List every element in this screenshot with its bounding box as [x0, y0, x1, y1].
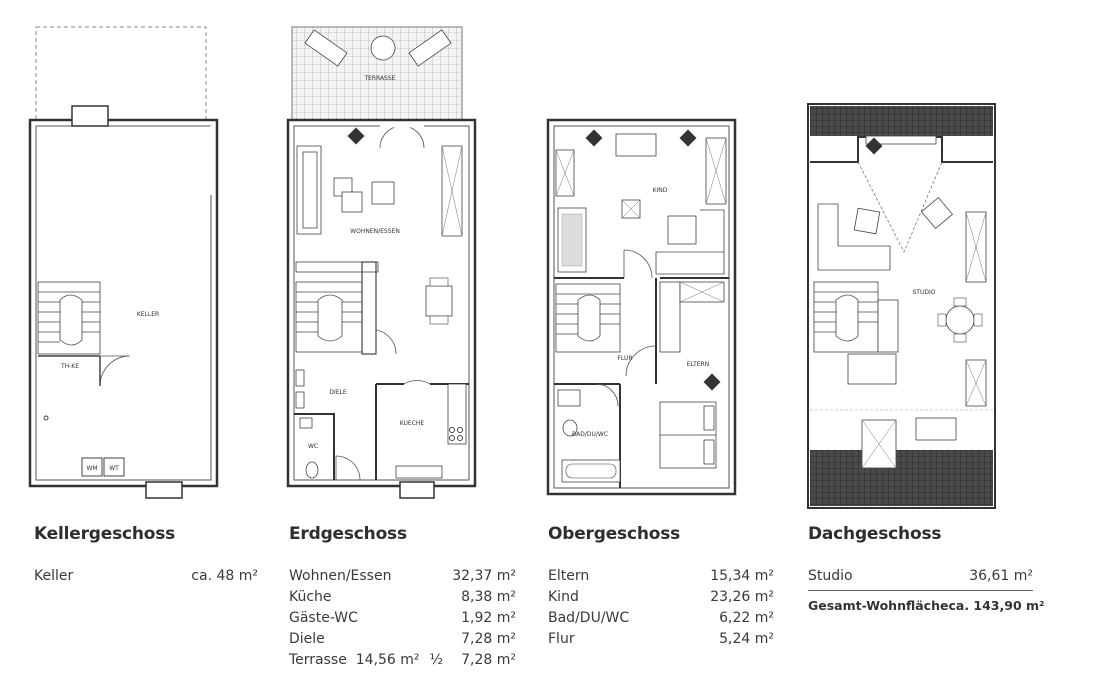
room-area: 6,22 m² — [719, 610, 774, 626]
room-area: 23,26 m² — [710, 589, 774, 605]
floor-title-dachgeschoss: Dachgeschoss — [808, 524, 942, 544]
divider — [808, 590, 1033, 591]
list-item — [34, 566, 258, 587]
room-area: 32,37 m² — [452, 568, 516, 584]
room-label-wohnen-essen: WOHNEN/ESSEN — [350, 228, 400, 235]
room-label-flur: FLUR — [617, 355, 633, 362]
list-item — [289, 608, 516, 629]
list-item-terrace — [289, 650, 516, 671]
room-area: 8,38 m² — [461, 589, 516, 605]
area-list-dachgeschoss — [808, 566, 1045, 616]
appliance-label-wm: WM — [86, 465, 98, 472]
room-label-keller: KELLER — [136, 311, 160, 318]
area-list-keller — [34, 566, 258, 587]
room-name: Studio — [808, 568, 853, 584]
stair-icon — [296, 282, 362, 352]
round-table-icon — [946, 306, 974, 334]
room-label-studio: STUDIO — [912, 289, 936, 296]
total-value: ca. 143,90 m² — [948, 598, 1045, 613]
total-label: Gesamt-Wohnfläche — [808, 598, 949, 613]
plan-kellergeschoss — [30, 27, 217, 498]
list-item — [808, 566, 1033, 587]
room-name: Flur — [548, 631, 575, 647]
room-name: Terrasse — [289, 652, 347, 668]
room-area: 5,24 m² — [719, 631, 774, 647]
floor-title-erdgeschoss: Erdgeschoss — [289, 524, 407, 544]
room-name: Bad/DU/WC — [548, 610, 630, 626]
room-area: 1,92 m² — [461, 610, 516, 626]
room-label-eltern: ELTERN — [686, 361, 710, 368]
room-label-bad: BAD/DU/WC — [571, 431, 609, 438]
terrace-full-area: 14,56 m² — [355, 652, 420, 668]
table-icon — [371, 36, 395, 60]
room-area: 7,28 m² — [461, 631, 516, 647]
stair-icon — [556, 284, 620, 352]
room-name: Keller — [34, 568, 74, 584]
room-label-wc: WC — [307, 443, 319, 450]
room-label-kind: KIND — [652, 187, 668, 194]
room-name: Gäste-WC — [289, 610, 358, 626]
stair-icon — [38, 282, 100, 354]
appliance-label-wt: WT — [109, 465, 119, 472]
list-item — [548, 629, 774, 650]
list-item — [289, 629, 516, 650]
plan-dachgeschoss — [808, 104, 995, 508]
plan-obergeschoss — [548, 120, 735, 494]
room-area: 15,34 m² — [710, 568, 774, 584]
area-list-obergeschoss — [548, 566, 774, 650]
terrace-fraction: ½ — [429, 652, 444, 668]
double-bed-icon — [660, 402, 716, 468]
room-name: Kind — [548, 589, 579, 605]
room-name: Eltern — [548, 568, 590, 584]
list-item — [289, 566, 516, 587]
sofa-icon — [297, 146, 321, 234]
room-label-th-ke: TH-KE — [60, 363, 80, 370]
room-name: Küche — [289, 589, 332, 605]
room-label-kueche: KUECHE — [399, 420, 425, 427]
total-living-area — [808, 595, 1045, 616]
plan-erdgeschoss — [288, 27, 475, 498]
room-area: ca. 48 m² — [191, 568, 258, 584]
stair-icon — [814, 282, 878, 352]
list-item — [548, 566, 774, 587]
room-area: 7,28 m² — [461, 652, 516, 668]
floor-title-keller: Kellergeschoss — [34, 524, 176, 544]
desk-icon — [616, 134, 656, 156]
floor-title-obergeschoss: Obergeschoss — [548, 524, 681, 544]
list-item — [548, 587, 774, 608]
room-name: Wohnen/Essen — [289, 568, 392, 584]
room-label-terrasse: TERRASSE — [364, 75, 396, 82]
dining-table-icon — [426, 286, 452, 316]
room-area: 36,61 m² — [969, 568, 1033, 584]
list-item — [548, 608, 774, 629]
room-label-diele: DIELE — [329, 389, 347, 396]
list-item — [289, 587, 516, 608]
area-list-erdgeschoss — [289, 566, 516, 671]
desk-icon — [916, 418, 956, 440]
room-name: Diele — [289, 631, 325, 647]
toilet-icon — [306, 462, 318, 478]
